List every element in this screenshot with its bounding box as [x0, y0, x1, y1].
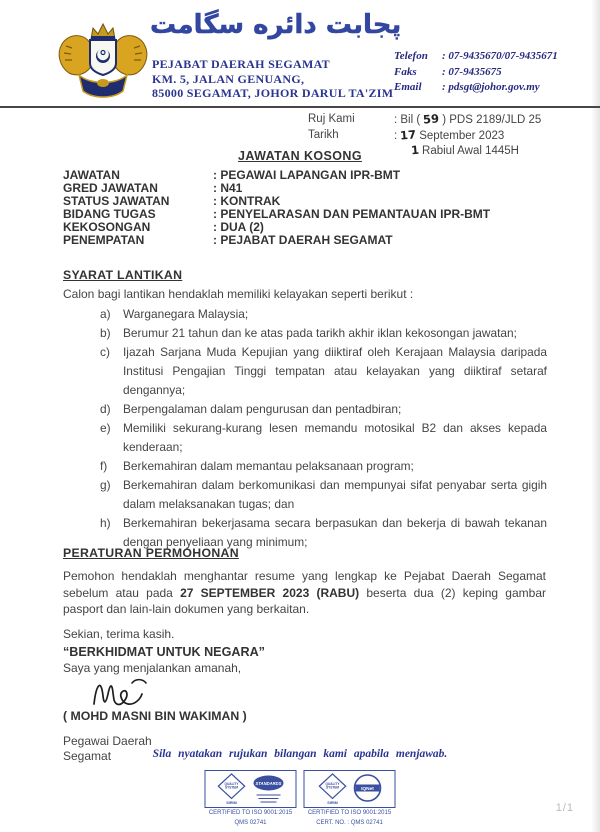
item-letter: f)	[100, 459, 108, 473]
contact-telefon-row	[394, 49, 558, 65]
office-name: PEJABAT DAERAH SEGAMAT	[152, 57, 330, 71]
item-letter: g)	[100, 478, 111, 492]
sirim-quality-system-icon	[216, 773, 246, 805]
item-letter: a)	[100, 307, 111, 321]
item-letter: h)	[100, 516, 111, 530]
document-title: JAWATAN KOSONG	[238, 149, 362, 163]
sekian-line: Sekian, terima kasih.	[63, 627, 175, 641]
deadline-date: 27 SEPTEMBER 2023 (RABU)	[180, 585, 360, 600]
amanah-line: Saya yang menjalankan amanah,	[63, 661, 242, 675]
detail-value: : PEJABAT DAERAH SEGAMAT	[213, 233, 393, 247]
certification-caption-line2: CERT. NO. : QMS 02741	[316, 819, 383, 826]
slogan-line: “BERKHIDMAT UNTUK NEGARA”	[63, 645, 265, 659]
item-text: Berkemahiran dalam memantau pelaksanaan program;	[123, 459, 414, 473]
item-text: Berpengalaman dalam pengurusan dan pentadbiran;	[123, 402, 402, 416]
detail-label: KEKOSONGAN	[63, 220, 151, 234]
ruj-suffix: ) PDS 2189/JLD 25	[442, 114, 542, 126]
ruj-prefix: : Bil (	[394, 114, 421, 126]
detail-label: GRED JAWATAN	[63, 181, 158, 195]
tarikh-month-year: September 2023	[419, 129, 505, 142]
item-text: Berumur 21 tahun dan ke atas pada tarikh akhir iklan kekosongan jawatan;	[123, 326, 517, 340]
detail-value: : PEGAWAI LAPANGAN IPR-BMT	[213, 168, 401, 182]
page-number: 1/1	[555, 802, 574, 814]
item-text: Berkemahiran dalam berkomunikasi dan mempunyai sifat penyabar serta gigih dalam melaksanakan tugas; dan	[123, 478, 547, 511]
list-item	[100, 457, 547, 476]
item-text: Ijazah Sarjana Muda Kepujian yang diiktiraf oleh Kerajaan Malaysia daripada Institusi Pengajian Tinggi tempatan atau kelayakan yang diiktiraf setaraf dengannya;	[123, 345, 547, 397]
ruj-kami-row	[308, 112, 541, 128]
certification-right	[304, 770, 396, 827]
reference-reminder-note: Sila nyatakan rujukan bilangan kami apabila menjawab.	[152, 748, 448, 760]
certification-box	[205, 770, 297, 808]
tarikh-colon: :	[394, 129, 398, 142]
certification-box	[304, 770, 396, 808]
svg-text:IQNet: IQNet	[360, 787, 374, 792]
application-instructions	[63, 568, 546, 618]
syarat-lantikan-heading: SYARAT LANTIKAN	[63, 268, 183, 282]
iqnet-badge-icon	[352, 773, 382, 805]
list-item	[100, 419, 547, 457]
signatory-title-line1: Pegawai Daerah	[63, 734, 152, 748]
office-address-line2: 85000 SEGAMAT, JOHOR DARUL TA'ZIM	[152, 86, 394, 100]
detail-label: BIDANG TUGAS	[63, 207, 156, 221]
detail-value: : DUA (2)	[213, 220, 264, 234]
certification-caption-line1: CERTIFIED TO ISO 9001:2015	[208, 810, 293, 816]
office-address-block	[152, 57, 393, 101]
contact-block	[394, 49, 558, 96]
contact-email-row	[394, 80, 558, 96]
tarikh-label: Tarikh	[308, 128, 339, 141]
header-divider	[0, 106, 600, 108]
item-text: Warganegara Malaysia;	[123, 307, 249, 321]
tarikh-value	[394, 128, 504, 144]
svg-text:SIRIM: SIRIM	[326, 801, 338, 805]
para-after: beserta dua (2) keping gambar pasport dan lain-lain dokumen yang berkaitan.	[63, 585, 546, 616]
detail-label: JAWATAN	[63, 168, 120, 182]
signatory-title-line2: Segamat	[63, 749, 112, 763]
detail-value: : PENYELARASAN DAN PEMANTAUAN IPR-BMT	[213, 207, 491, 221]
signatory-name: ( MOHD MASNI BIN WAKIMAN )	[63, 709, 247, 723]
telefon-label: Telefon	[394, 50, 428, 62]
list-item	[100, 324, 547, 343]
contact-faks-row	[394, 65, 558, 81]
tarikh-handwritten-day: 17	[399, 126, 417, 143]
table-row	[63, 234, 490, 247]
detail-value: : N41	[213, 181, 243, 195]
certification-badges	[205, 770, 396, 827]
sirim-quality-system-icon	[317, 773, 347, 805]
certification-caption-line1: CERTIFIED TO ISO 9001:2015	[307, 810, 392, 816]
svg-text:STANDARDS: STANDARDS	[255, 781, 281, 786]
scan-edge-shadow	[591, 0, 600, 832]
faks-label: Faks	[394, 65, 417, 78]
ruj-kami-value	[394, 112, 541, 128]
item-letter: e)	[100, 421, 111, 435]
hijri-month-year: Rabiul Awal 1445H	[422, 145, 519, 157]
detail-value: : KONTRAK	[213, 194, 281, 208]
hijri-handwritten-day: 1	[410, 142, 420, 158]
list-item	[100, 476, 547, 514]
list-item	[100, 400, 547, 419]
syarat-intro: Calon bagi lantikan hendaklah memiliki kelayakan seperti berikut :	[63, 287, 414, 301]
office-address-line1: KM. 5, JALAN GENUANG,	[152, 71, 305, 86]
item-text: Memiliki sekurang-kurang lesen memandu motosikal B2 dan akses kepada kenderaan;	[123, 421, 547, 454]
svg-text:SYSTEM: SYSTEM	[224, 785, 238, 790]
peraturan-heading: PERATURAN PERMOHONAN	[63, 546, 239, 560]
jawi-calligraphy: پجابت دائره سگامت	[150, 10, 402, 40]
job-details-table	[63, 169, 490, 247]
list-item	[100, 305, 547, 324]
detail-label: PENEMPATAN	[63, 233, 145, 247]
requirements-list	[100, 305, 547, 552]
ruj-kami-label: Ruj Kami	[308, 113, 355, 125]
certification-caption-line2: QMS 02741	[234, 819, 267, 826]
faks-value: : 07-9435675	[442, 65, 502, 78]
johor-coat-of-arms-icon	[52, 22, 154, 107]
svg-text:QUALITY: QUALITY	[325, 781, 339, 786]
item-text: Berkemahiran bekerjasama secara berpasukan dan bekerja di bawah tekanan dengan penyeliaan yang minimum;	[123, 516, 547, 549]
telefon-value: : 07-9435670/07-9435671	[442, 50, 558, 62]
svg-text:QUALITY: QUALITY	[224, 781, 238, 786]
detail-label: STATUS JAWATAN	[63, 194, 170, 208]
item-letter: d)	[100, 402, 111, 416]
email-label: Email	[394, 81, 422, 93]
standards-badge-icon	[251, 773, 285, 805]
list-item	[100, 343, 547, 400]
tarikh-row	[308, 128, 541, 144]
item-letter: c)	[100, 345, 110, 359]
certification-left	[205, 770, 297, 827]
email-value: : pdsgt@johor.gov.my	[442, 81, 540, 93]
para-before: Pemohon hendaklah menghantar resume yang lengkap ke Pejabat Daerah Segamat sebelum atau pada	[63, 569, 546, 600]
svg-text:SIRIM: SIRIM	[225, 801, 237, 805]
svg-text:SYSTEM: SYSTEM	[325, 785, 339, 790]
ruj-handwritten-number: 59	[422, 111, 440, 127]
item-letter: b)	[100, 326, 111, 340]
